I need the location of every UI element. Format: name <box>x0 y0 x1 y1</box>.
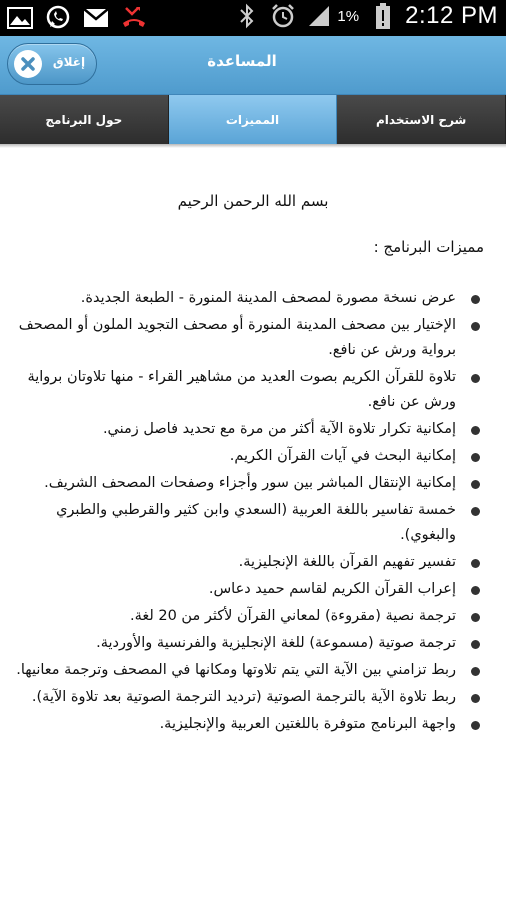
close-button[interactable] <box>7 43 97 85</box>
features-list <box>14 286 484 739</box>
feature-item: ربط تزامني بين الآية التي يتم تلاوتها ومكانها في المصحف وترجمة معانيها. <box>14 658 484 683</box>
feature-item: تلاوة للقرآن الكريم بصوت العديد من مشاهير القراء - منها تلاوتان برواية ورش عن نافع. <box>14 365 484 415</box>
feature-item: خمسة تفاسير باللغة العربية (السعدي وابن كثير والقرطبي والطبري والبغوي). <box>14 498 484 548</box>
features-heading: مميزات البرنامج : <box>373 238 484 256</box>
page-title: المساعدة <box>207 52 277 70</box>
close-icon <box>14 50 42 78</box>
tab-usage-label: شرح الاستخدام <box>376 112 467 127</box>
battery-alert-icon <box>369 2 397 30</box>
app-header <box>0 36 506 95</box>
tab-bar <box>0 95 506 144</box>
help-content <box>0 150 506 900</box>
feature-item: إمكانية الإنتقال المباشر بين سور وأجزاء وصفحات المصحف الشريف. <box>14 471 484 496</box>
feature-item: عرض نسخة مصورة لمصحف المدينة المنورة - الطبعة الجديدة. <box>14 286 484 311</box>
feature-item: إمكانية البحث في آيات القرآن الكريم. <box>14 444 484 469</box>
feature-item: واجهة البرنامج متوفرة باللغتين العربية والإنجليزية. <box>14 712 484 737</box>
alarm-icon <box>269 2 297 30</box>
tab-about-label: حول البرنامج <box>45 112 123 127</box>
feature-item: إعراب القرآن الكريم لقاسم حميد دعاس. <box>14 577 484 602</box>
gmail-icon <box>82 4 110 32</box>
tab-about[interactable] <box>0 95 169 144</box>
tab-features-label: المميزات <box>225 112 280 127</box>
tab-bar-shadow <box>0 144 506 148</box>
bluetooth-icon <box>233 2 261 30</box>
tab-usage[interactable] <box>337 95 506 144</box>
feature-item: الإختيار بين مصحف المدينة المنورة أو مصحف التجويد الملون أو المصحف برواية ورش عن نافع. <box>14 313 484 363</box>
basmala: بسم الله الرحمن الرحيم <box>177 192 329 210</box>
battery-percent: 1% <box>337 7 360 25</box>
missed-call-icon <box>120 4 148 32</box>
system-status <box>233 2 498 30</box>
feature-item: ترجمة صوتية (مسموعة) للغة الإنجليزية والفرنسية والأوردية. <box>14 631 484 656</box>
feature-item: إمكانية تكرار تلاوة الآية أكثر من مرة مع تحديد فاصل زمني. <box>14 417 484 442</box>
tab-features[interactable] <box>169 95 338 144</box>
notification-icons <box>6 4 148 32</box>
feature-item: ترجمة نصية (مقروءة) لمعاني القرآن لأكثر من 20 لغة. <box>14 604 484 629</box>
feature-item: ربط تلاوة الآية بالترجمة الصوتية (ترديد الترجمة الصوتية بعد تلاوة الآية). <box>14 685 484 710</box>
feature-item: تفسير تفهيم القرآن باللغة الإنجليزية. <box>14 550 484 575</box>
clock: 2:12 PM <box>405 2 498 29</box>
status-bar <box>0 0 506 36</box>
image-icon <box>6 4 34 32</box>
signal-icon <box>305 2 333 30</box>
close-label: إغلاق <box>52 55 86 69</box>
whatsapp-icon <box>44 4 72 32</box>
